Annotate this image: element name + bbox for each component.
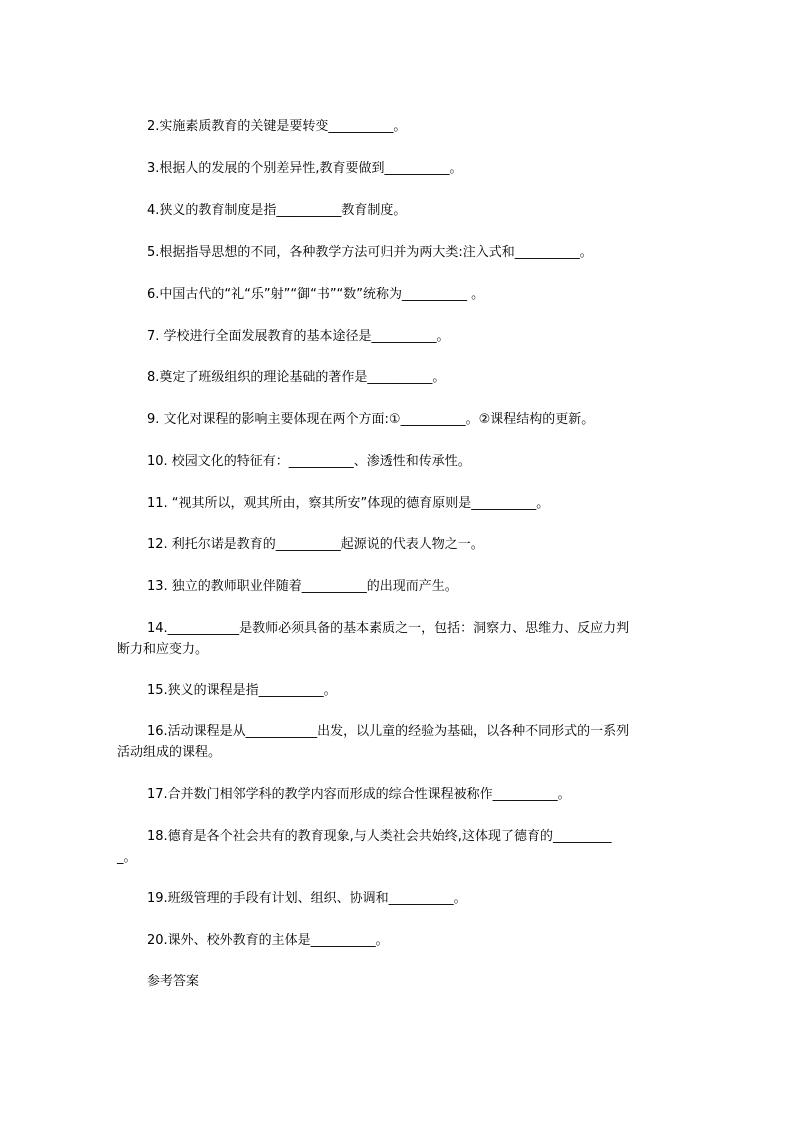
question-18-line-2: _。 — [117, 850, 137, 865]
question-8: 8.奠定了班级组织的理论基础的著作是__________。 — [147, 370, 446, 385]
question-13: 13. 独立的教师职业伴随着__________的出现而产生。 — [147, 579, 458, 594]
question-5: 5.根据指导思想的不同，各种教学方法可归并为两大类:注入式和__________。 — [147, 245, 593, 260]
question-6: 6.中国古代的“礼“乐”射”“御“书”“数”统称为__________ 。 — [147, 287, 485, 302]
question-16-line-2: 活动组成的课程。 — [117, 745, 222, 760]
answers-heading: 参考答案 — [147, 974, 200, 989]
question-9: 9. 文化对课程的影响主要体现在两个方面:①__________。②课程结构的更新。 — [147, 412, 595, 427]
question-17: 17.合并数门相邻学科的教学内容而形成的综合性课程被称作__________。 — [147, 787, 571, 802]
question-7: 7. 学校进行全面发展教育的基本途径是__________。 — [147, 329, 450, 344]
question-11: 11. “视其所以，观其所由，察其所安”体现的德育原则是__________。 — [147, 496, 550, 511]
question-18-line-1: 18.德育是各个社会共有的教育现象,与人类社会共始终,这体现了德育的_________ — [147, 829, 612, 844]
question-14-line-2: 断力和应变力。 — [117, 642, 209, 657]
question-16-line-1: 16.活动课程是从___________出发，以儿童的经验为基础，以各种不同形式的一系列 — [147, 724, 630, 739]
question-20: 20.课外、校外教育的主体是__________。 — [147, 933, 389, 948]
question-4: 4.狭义的教育制度是指__________教育制度。 — [147, 203, 407, 218]
question-15: 15.狭义的课程是指__________。 — [147, 683, 337, 698]
question-10: 10. 校园文化的特征有：__________、渗透性和传承性。 — [147, 454, 471, 469]
question-14-line-1: 14.___________是教师必须具备的基本素质之一，包括：洞察力、思维力、反应力判 — [147, 621, 630, 636]
question-2: 2.实施素质教育的关键是要转变__________。 — [147, 119, 407, 134]
question-19: 19.班级管理的手段有计划、组织、协调和__________。 — [147, 891, 467, 906]
question-12: 12. 利托尔诺是教育的__________起源说的代表人物之一。 — [147, 537, 484, 552]
question-3: 3.根据人的发展的个别差异性,教育要做到__________。 — [147, 161, 463, 176]
